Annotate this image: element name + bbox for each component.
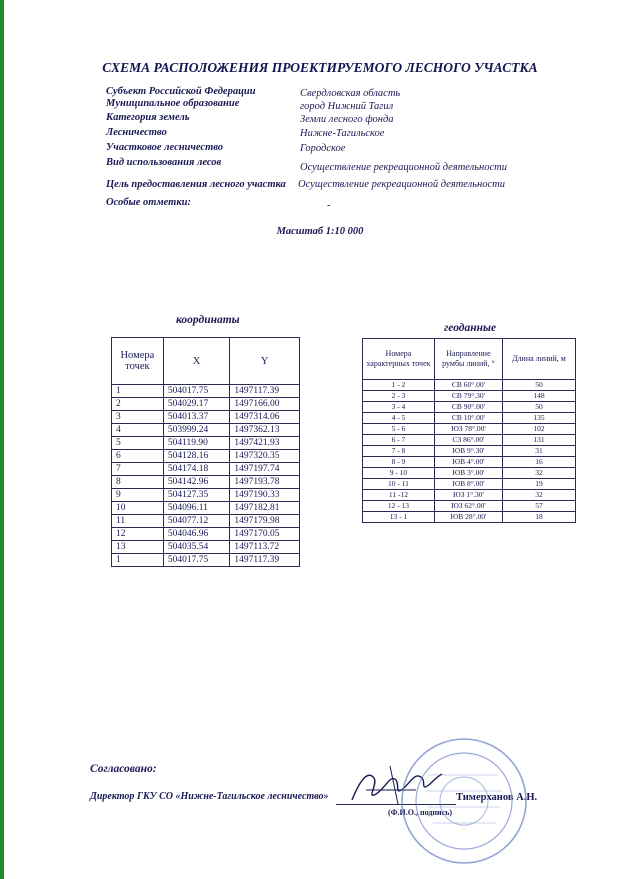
- coordinates-row: [112, 502, 300, 515]
- geodata-cell: 8 - 9: [363, 457, 435, 468]
- geodata-cell: 5 - 6: [363, 424, 435, 435]
- coordinates-cell: 504096.11: [163, 502, 230, 515]
- coordinates-cell: 504017.75: [163, 554, 230, 567]
- coordinates-cell: 8: [112, 476, 164, 489]
- geodata-cell: ЮВ 4°.00': [434, 457, 502, 468]
- coordinates-cell: 504029.17: [163, 398, 230, 411]
- geodata-cell: 12 - 13: [363, 501, 435, 512]
- field-value-purpose: Осуществление рекреационной деятельности: [298, 179, 505, 190]
- geodata-cell: 50: [502, 402, 575, 413]
- agreed-label: Согласовано:: [90, 763, 157, 775]
- coordinates-cell: 504077.12: [163, 515, 230, 528]
- geodata-row: [363, 413, 576, 424]
- coordinates-row: [112, 463, 300, 476]
- geodata-cell: 13 - 1: [363, 512, 435, 523]
- coordinates-cell: 504035.54: [163, 541, 230, 554]
- geodata-row: [363, 446, 576, 457]
- geodata-cell: 16: [502, 457, 575, 468]
- coordinates-cell: 504013.37: [163, 411, 230, 424]
- geodata-row: [363, 501, 576, 512]
- geodata-cell: 2 - 3: [363, 391, 435, 402]
- coordinates-header-points: Номера точек: [112, 338, 164, 385]
- director-name: Тимерханов А.Н.: [456, 792, 538, 803]
- field-label-district-forestry: Участковое лесничество: [106, 142, 224, 153]
- coordinates-row: [112, 411, 300, 424]
- coordinates-row: [112, 450, 300, 463]
- coordinates-row: [112, 541, 300, 554]
- geodata-cell: ЮВ 9°.30': [434, 446, 502, 457]
- geodata-cell: ЮЗ 1°.30': [434, 490, 502, 501]
- geodata-row: [363, 435, 576, 446]
- geodata-cell: 32: [502, 490, 575, 501]
- coordinates-table: [111, 337, 300, 567]
- field-label-forest-use: Вид использования лесов: [106, 157, 222, 168]
- geodata-row: [363, 479, 576, 490]
- geodata-row: [363, 424, 576, 435]
- coordinates-row: [112, 385, 300, 398]
- document-title: СХЕМА РАСПОЛОЖЕНИЯ ПРОЕКТИРУЕМОГО ЛЕСНОГО УЧАСТКА: [102, 60, 538, 75]
- coordinates-cell: 504119.90: [163, 437, 230, 450]
- coordinates-cell: 504046.96: [163, 528, 230, 541]
- field-value-subject: Свердловская область: [300, 88, 401, 99]
- field-value-municipality: город Нижний Тагил: [300, 101, 394, 112]
- geodata-cell: 131: [502, 435, 575, 446]
- coordinates-row: [112, 424, 300, 437]
- coordinates-cell: 1497170.05: [230, 528, 300, 541]
- coordinates-cell: 1497113.72: [230, 541, 300, 554]
- coordinates-cell: 1497190.33: [230, 489, 300, 502]
- coordinates-cell: 12: [112, 528, 164, 541]
- official-stamp-icon: [398, 735, 530, 867]
- coordinates-cell: 13: [112, 541, 164, 554]
- coordinates-cell: 504127.35: [163, 489, 230, 502]
- coordinates-cell: 504017.75: [163, 385, 230, 398]
- geodata-header-bearing: Направление румбы линий, °: [434, 339, 502, 380]
- scale-label: Масштаб 1:10 000: [276, 226, 364, 237]
- coordinates-cell: 1497166.00: [230, 398, 300, 411]
- geodata-cell: 9 - 10: [363, 468, 435, 479]
- geodata-row: [363, 512, 576, 523]
- field-value-forest-use: Осуществление рекреационной деятельности: [300, 162, 507, 173]
- field-label-purpose: Цель предоставления лесного участка: [106, 179, 286, 190]
- coordinates-cell: 7: [112, 463, 164, 476]
- coordinates-cell: 504142.96: [163, 476, 230, 489]
- coordinates-row: [112, 515, 300, 528]
- coordinates-cell: 504128.16: [163, 450, 230, 463]
- coordinates-cell: 5: [112, 437, 164, 450]
- coordinates-header-x: X: [163, 338, 230, 385]
- coordinates-row: [112, 554, 300, 567]
- coordinates-cell: 1497362.13: [230, 424, 300, 437]
- geodata-cell: ЮВ 28°.00': [434, 512, 502, 523]
- geodata-title: геоданные: [444, 322, 497, 334]
- geodata-cell: 50: [502, 380, 575, 391]
- field-value-forestry: Нижне-Тагильское: [300, 128, 385, 139]
- coordinates-cell: 11: [112, 515, 164, 528]
- field-label-municipality: Муниципальное образование: [106, 98, 240, 109]
- coordinates-cell: 1: [112, 385, 164, 398]
- geodata-header-length: Длина линий, м: [502, 339, 575, 380]
- geodata-row: [363, 490, 576, 501]
- field-value-land-category: Земли лесного фонда: [300, 114, 394, 125]
- coordinates-cell: 1497179.98: [230, 515, 300, 528]
- geodata-cell: СВ 60°.00': [434, 380, 502, 391]
- coordinates-cell: 10: [112, 502, 164, 515]
- geodata-cell: 148: [502, 391, 575, 402]
- coordinates-cell: 1497117.39: [230, 554, 300, 567]
- coordinates-title: координаты: [176, 314, 240, 326]
- geodata-cell: 18: [502, 512, 575, 523]
- geodata-cell: 19: [502, 479, 575, 490]
- coordinates-row: [112, 398, 300, 411]
- geodata-cell: 4 - 5: [363, 413, 435, 424]
- field-label-special-notes: Особые отметки:: [106, 197, 191, 208]
- field-label-subject: Субъект Российской Федерации: [106, 86, 256, 97]
- coordinates-cell: 1497117.39: [230, 385, 300, 398]
- coordinates-cell: 1: [112, 554, 164, 567]
- coordinates-row: [112, 437, 300, 450]
- signature-caption: (Ф.И.О., подпись): [388, 808, 453, 817]
- geodata-cell: ЮВ 3°.00': [434, 468, 502, 479]
- geodata-cell: СЗ 86°.00': [434, 435, 502, 446]
- geodata-cell: СВ 79°.30': [434, 391, 502, 402]
- geodata-row: [363, 380, 576, 391]
- geodata-row: [363, 457, 576, 468]
- field-label-forestry: Лесничество: [106, 127, 167, 138]
- page-edge: [0, 0, 4, 879]
- geodata-cell: 31: [502, 446, 575, 457]
- geodata-row: [363, 468, 576, 479]
- geodata-cell: 57: [502, 501, 575, 512]
- coordinates-cell: 1497197.74: [230, 463, 300, 476]
- geodata-cell: ЮЗ 62°.00': [434, 501, 502, 512]
- coordinates-row: [112, 528, 300, 541]
- coordinates-cell: 503999.24: [163, 424, 230, 437]
- geodata-cell: 1 - 2: [363, 380, 435, 391]
- coordinates-cell: 3: [112, 411, 164, 424]
- geodata-cell: 135: [502, 413, 575, 424]
- geodata-row: [363, 391, 576, 402]
- geodata-cell: 32: [502, 468, 575, 479]
- geodata-cell: 6 - 7: [363, 435, 435, 446]
- geodata-table: [362, 338, 576, 523]
- coordinates-cell: 6: [112, 450, 164, 463]
- director-label: Директор ГКУ СО «Нижне-Тагильское лесничество»: [90, 791, 329, 802]
- coordinates-cell: 1497314.06: [230, 411, 300, 424]
- geodata-cell: ЮЗ 78°.00': [434, 424, 502, 435]
- geodata-cell: СВ 10°.00': [434, 413, 502, 424]
- geodata-cell: 11 -12: [363, 490, 435, 501]
- coordinates-cell: 1497320.35: [230, 450, 300, 463]
- geodata-cell: 3 - 4: [363, 402, 435, 413]
- coordinates-row: [112, 476, 300, 489]
- geodata-cell: 102: [502, 424, 575, 435]
- geodata-cell: 7 - 8: [363, 446, 435, 457]
- geodata-row: [363, 402, 576, 413]
- coordinates-cell: 9: [112, 489, 164, 502]
- coordinates-cell: 2: [112, 398, 164, 411]
- field-value-district-forestry: Городское: [300, 143, 346, 154]
- coordinates-cell: 504174.18: [163, 463, 230, 476]
- coordinates-cell: 4: [112, 424, 164, 437]
- coordinates-cell: 1497193.78: [230, 476, 300, 489]
- coordinates-header-y: Y: [230, 338, 300, 385]
- field-label-land-category: Категория земель: [106, 112, 190, 123]
- geodata-cell: ЮВ 8°.00': [434, 479, 502, 490]
- geodata-cell: 10 - 11: [363, 479, 435, 490]
- geodata-header-points: Номера характерных точек: [363, 339, 435, 380]
- coordinates-cell: 1497421.93: [230, 437, 300, 450]
- coordinates-cell: 1497182.81: [230, 502, 300, 515]
- geodata-cell: СВ 90°.00': [434, 402, 502, 413]
- coordinates-row: [112, 489, 300, 502]
- field-value-special-notes: -: [327, 200, 331, 211]
